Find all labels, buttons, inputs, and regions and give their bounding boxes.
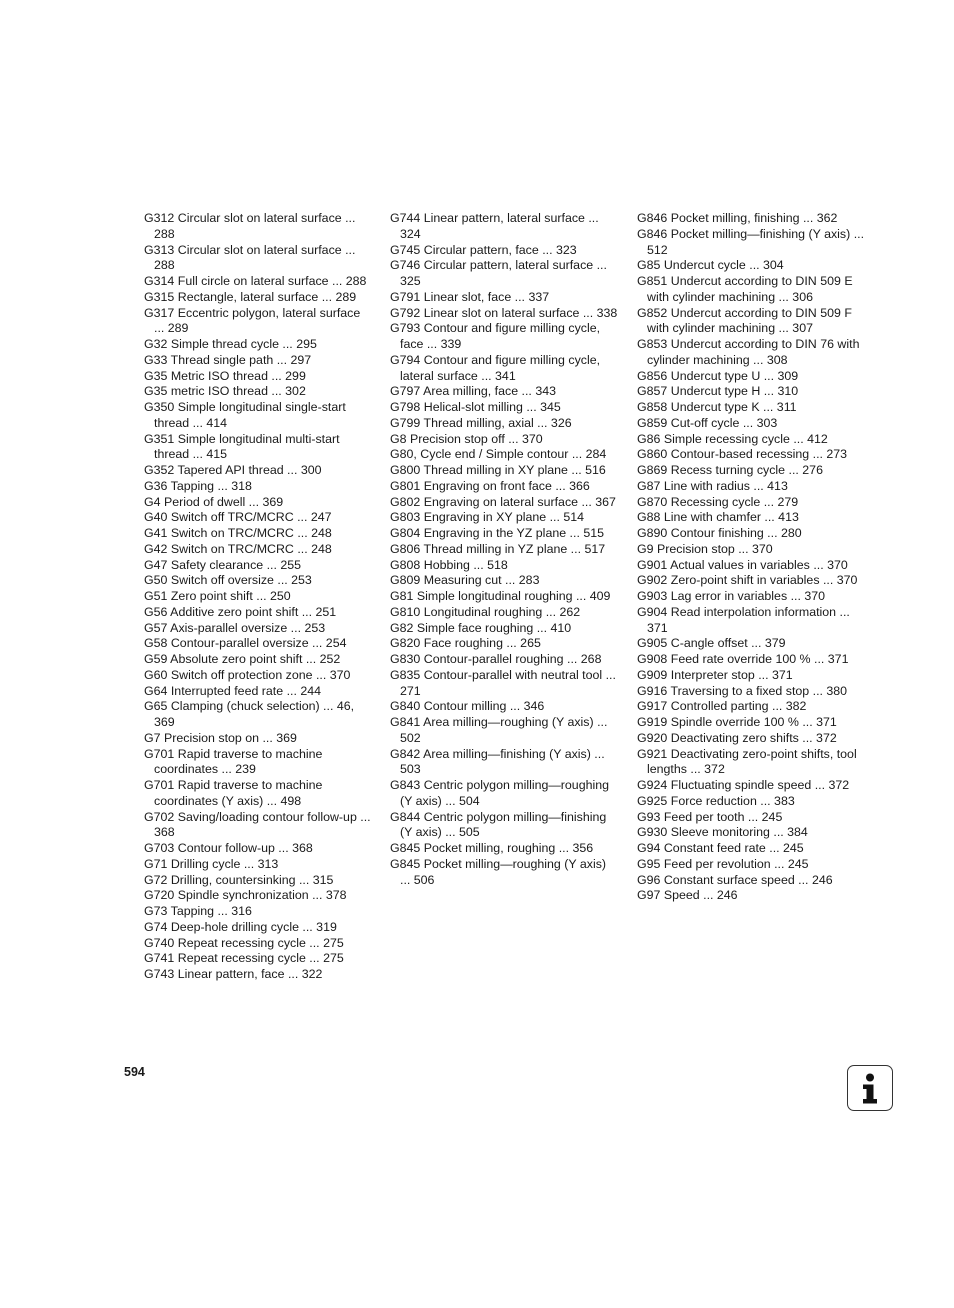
- index-entry: G86 Simple recessing cycle ... 412: [637, 431, 828, 446]
- index-entry: G793 Contour and figure milling cycle, face ... 339: [390, 321, 601, 351]
- index-entry: G703 Contour follow-up ... 368: [144, 841, 313, 855]
- index-entry: G792 Linear slot on lateral surface ... 338: [390, 305, 618, 320]
- index-entry: G830 Contour-parallel roughing ... 268: [390, 652, 602, 666]
- index-entry: G800 Thread milling in XY plane ... 516: [390, 463, 606, 477]
- index-entry: G798 Helical-slot milling ... 345: [390, 400, 561, 414]
- index-entry: G47 Safety clearance ... 255: [144, 557, 302, 572]
- index-entry: G843 Centric polygon milling—roughing (Y axis) ... 504: [390, 778, 610, 808]
- index-entry: G93 Feed per tooth ... 245: [637, 809, 783, 824]
- index-entry: G312 Circular slot on lateral surface ... 288: [144, 211, 356, 241]
- index-entry: G4 Period of dwell ... 369: [144, 494, 284, 509]
- index-entry: G9 Precision stop ... 370: [637, 541, 773, 556]
- index-entry: G41 Switch on TRC/MCRC ... 248: [144, 526, 332, 540]
- index-entry: G88 Line with chamfer ... 413: [637, 510, 799, 525]
- index-entry: G917 Controlled parting ... 382: [637, 699, 807, 714]
- index-entry: G856 Undercut type U ... 309: [637, 368, 799, 383]
- index-column-1: [144, 211, 372, 983]
- index-entry: G853 Undercut according to DIN 76 with cylinder machining ... 308: [637, 337, 860, 367]
- index-entry: G7 Precision stop on ... 369: [144, 730, 297, 745]
- index-entry: G808 Hobbing ... 518: [390, 557, 508, 572]
- index-entry: G350 Simple longitudinal single-start thread ... 414: [144, 400, 346, 430]
- index-entry: G40 Switch off TRC/MCRC ... 247: [144, 510, 332, 525]
- page-number: 594: [124, 1065, 145, 1079]
- index-entry: G908 Feed rate override 100 % ... 371: [637, 652, 849, 666]
- index-entry: G82 Simple face roughing ... 410: [390, 620, 572, 635]
- index-entry: G804 Engraving in the YZ plane ... 515: [390, 526, 604, 540]
- index-entry: G32 Simple thread cycle ... 295: [144, 337, 317, 351]
- index-entry: G835 Contour-parallel with neutral tool ... 271: [390, 667, 616, 698]
- index-entry: G870 Recessing cycle ... 279: [637, 494, 799, 509]
- index-entry: G930 Sleeve monitoring ... 384: [637, 825, 808, 840]
- index-entry: G791 Linear slot, face ... 337: [390, 289, 550, 304]
- index-entry: G64 Interrupted feed rate ... 244: [144, 683, 322, 698]
- index-entry: G851 Undercut according to DIN 509 E with cylinder machining ... 306: [637, 274, 853, 304]
- index-entry: G35 Metric ISO thread ... 299: [144, 368, 306, 383]
- index-entry: G858 Undercut type K ... 311: [637, 400, 797, 414]
- index-entry: G58 Contour-parallel oversize ... 254: [144, 636, 347, 651]
- index-entry: G845 Pocket milling—roughing (Y axis) ... 506: [390, 856, 607, 887]
- index-entry: G313 Circular slot on lateral surface ... 288: [144, 242, 356, 273]
- index-entry: G852 Undercut according to DIN 509 F with cylinder machining ... 307: [637, 305, 852, 336]
- index-entry: G317 Eccentric polygon, lateral surface ... 289: [144, 305, 361, 336]
- index-column-3: [637, 211, 865, 904]
- index-entry: G701 Rapid traverse to machine coordinates ... 239: [144, 746, 323, 777]
- index-entry: G701 Rapid traverse to machine coordinates (Y axis) ... 498: [144, 778, 323, 808]
- index-entry: G36 Tapping ... 318: [144, 478, 252, 493]
- index-entry: G919 Spindle override 100 % ... 371: [637, 715, 837, 729]
- index-entry: G890 Contour finishing ... 280: [637, 526, 802, 540]
- index-entry: G351 Simple longitudinal multi-start thread ... 415: [144, 431, 340, 462]
- index-entry: G94 Constant feed rate ... 245: [637, 841, 804, 855]
- index-entry: G924 Fluctuating spindle speed ... 372: [637, 778, 850, 792]
- index-entry: G72 Drilling, countersinking ... 315: [144, 872, 334, 887]
- index-entry: G803 Engraving in XY plane ... 514: [390, 510, 585, 525]
- index-entry: G860 Contour-based recessing ... 273: [637, 447, 848, 462]
- index-entry: G42 Switch on TRC/MCRC ... 248: [144, 541, 332, 556]
- index-entry: G921 Deactivating zero-point shifts, tool lengths ... 372: [637, 746, 857, 777]
- index-entry: G35 metric ISO thread ... 302: [144, 384, 306, 399]
- index-entry: G902 Zero-point shift in variables ... 370: [637, 573, 858, 588]
- index-entry: G314 Full circle on lateral surface ... 288: [144, 274, 367, 288]
- index-entry: G87 Line with radius ... 413: [637, 478, 788, 493]
- index-entry: G846 Pocket milling—finishing (Y axis) ... 512: [637, 226, 865, 257]
- index-entry: G51 Zero point shift ... 250: [144, 589, 291, 603]
- index-entry: G56 Additive zero point shift ... 251: [144, 604, 337, 619]
- index-entry: G909 Interpreter stop ... 371: [637, 667, 793, 682]
- index-entry: G842 Area milling—finishing (Y axis) ... 503: [390, 746, 605, 777]
- index-entry: G8 Precision stop off ... 370: [390, 431, 543, 446]
- index-entry: G905 C-angle offset ... 379: [637, 636, 786, 651]
- index-entry: G857 Undercut type H ... 310: [637, 384, 799, 399]
- index-entry: G806 Thread milling in YZ plane ... 517: [390, 541, 606, 556]
- index-entry: G744 Linear pattern, lateral surface ... 324: [390, 211, 599, 241]
- index-entry: G33 Thread single path ... 297: [144, 352, 312, 367]
- index-entry: G869 Recess turning cycle ... 276: [637, 463, 823, 477]
- index-entry: G60 Switch off protection zone ... 370: [144, 667, 351, 682]
- index-entry: G840 Contour milling ... 346: [390, 699, 545, 714]
- index-entry: G809 Measuring cut ... 283: [390, 573, 540, 588]
- index-entry: G71 Drilling cycle ... 313: [144, 856, 279, 871]
- index-entry: G794 Contour and figure milling cycle, lateral surface ... 341: [390, 352, 601, 383]
- index-entry: G820 Face roughing ... 265: [390, 636, 541, 651]
- index-entry: G844 Centric polygon milling—finishing (Y axis) ... 505: [390, 809, 607, 840]
- index-entry: G720 Spindle synchronization ... 378: [144, 888, 347, 903]
- index-entry: G95 Feed per revolution ... 245: [637, 856, 809, 871]
- index-entry: G73 Tapping ... 316: [144, 904, 252, 918]
- index-entry: G80, Cycle end / Simple contour ... 284: [390, 447, 607, 462]
- index-entry: G96 Constant surface speed ... 246: [637, 872, 833, 887]
- info-icon: [847, 1065, 893, 1111]
- index-entry: G315 Rectangle, lateral surface ... 289: [144, 289, 357, 304]
- index-column-2: [390, 211, 618, 888]
- index-entry: G901 Actual values in variables ... 370: [637, 557, 848, 572]
- index-entry: G920 Deactivating zero shifts ... 372: [637, 730, 837, 745]
- index-entry: G746 Circular pattern, lateral surface ... 325: [390, 258, 607, 288]
- index-entry: G59 Absolute zero point shift ... 252: [144, 652, 341, 666]
- index-entry: G845 Pocket milling, roughing ... 356: [390, 841, 594, 855]
- index-entry: G740 Repeat recessing cycle ... 275: [144, 935, 344, 950]
- index-entry: G743 Linear pattern, face ... 322: [144, 967, 323, 981]
- index-entry: G57 Axis-parallel oversize ... 253: [144, 620, 326, 635]
- index-entry: G702 Saving/loading contour follow-up ... 368: [144, 809, 371, 840]
- index-entry: G97 Speed ... 246: [637, 888, 738, 903]
- index-entry: G859 Cut-off cycle ... 303: [637, 415, 778, 430]
- index-entry: G799 Thread milling, axial ... 326: [390, 415, 572, 430]
- index-entry: G81 Simple longitudinal roughing ... 409: [390, 589, 611, 603]
- index-entry: G846 Pocket milling, finishing ... 362: [637, 211, 838, 225]
- index-entry: G352 Tapered API thread ... 300: [144, 463, 322, 477]
- index-entry: G741 Repeat recessing cycle ... 275: [144, 951, 344, 966]
- index-entry: G903 Lag error in variables ... 370: [637, 589, 826, 603]
- index-entry: G841 Area milling—roughing (Y axis) ... 502: [390, 715, 608, 745]
- index-entry: G801 Engraving on front face ... 366: [390, 478, 590, 493]
- index-entry: G810 Longitudinal roughing ... 262: [390, 604, 581, 619]
- index-entry: G904 Read interpolation information ... 371: [637, 604, 850, 635]
- index-entry: G74 Deep-hole drilling cycle ... 319: [144, 919, 337, 934]
- index-entry: G745 Circular pattern, face ... 323: [390, 242, 577, 257]
- index-entry: G50 Switch off oversize ... 253: [144, 573, 312, 588]
- index-entry: G85 Undercut cycle ... 304: [637, 258, 784, 273]
- index-entry: G802 Engraving on lateral surface ... 367: [390, 494, 616, 509]
- index-entry: G916 Traversing to a fixed stop ... 380: [637, 683, 848, 698]
- index-entry: G797 Area milling, face ... 343: [390, 384, 556, 399]
- index-entry: G925 Force reduction ... 383: [637, 793, 795, 808]
- index-entry: G65 Clamping (chuck selection) ... 46, 369: [144, 699, 355, 729]
